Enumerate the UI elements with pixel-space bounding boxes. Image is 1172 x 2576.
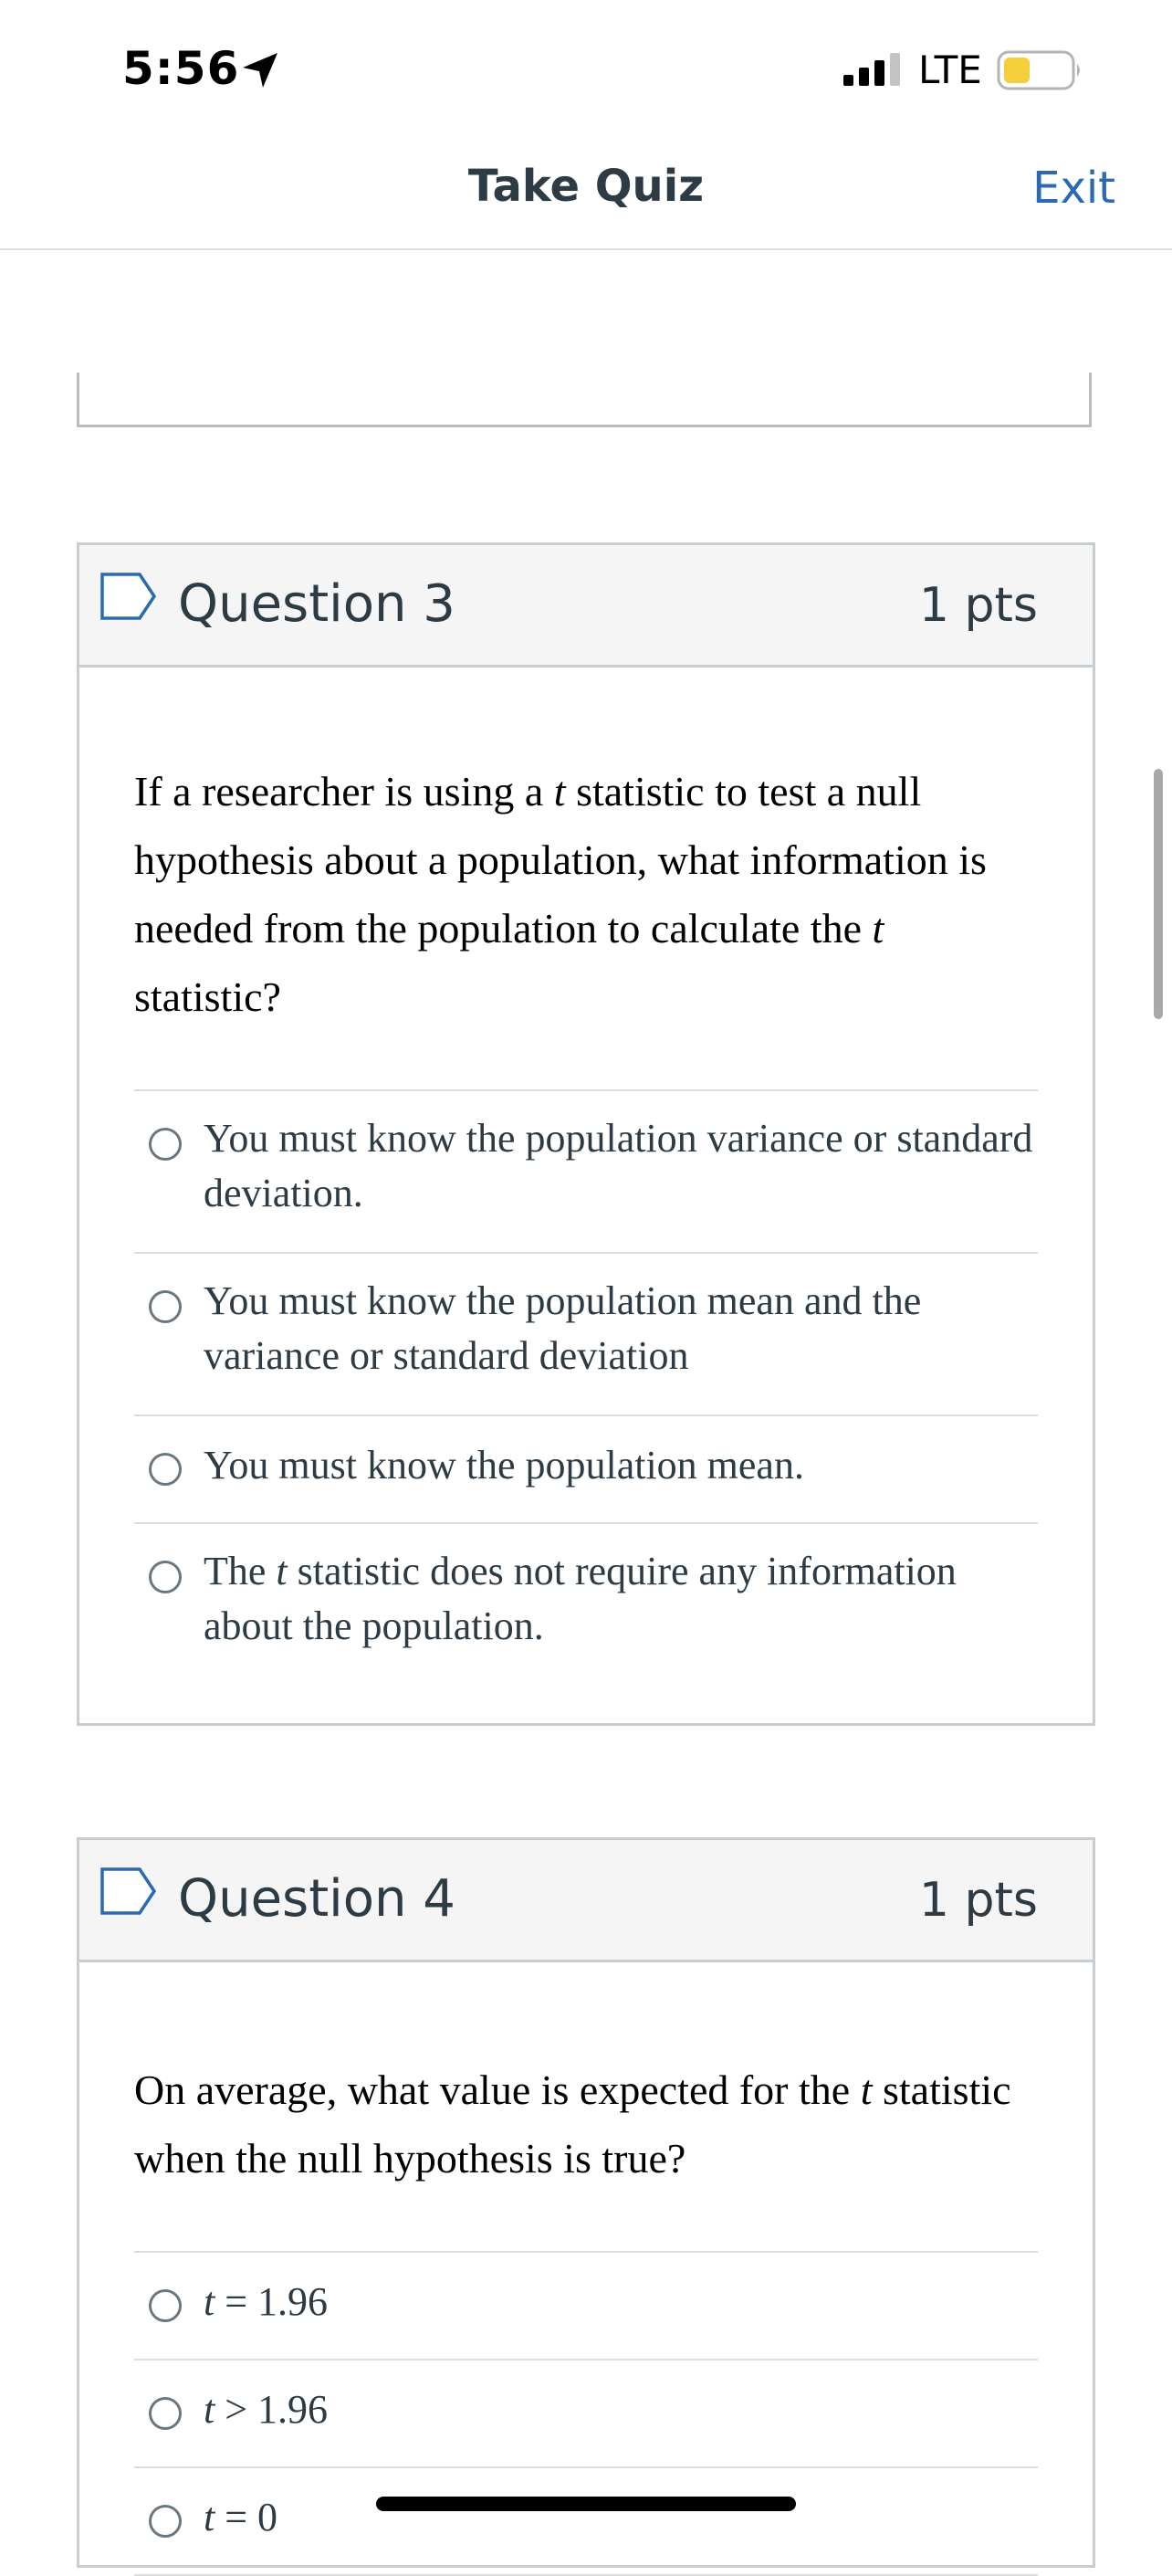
answer-label: You must know the population mean. (204, 1443, 804, 1488)
answer-list (134, 1089, 1038, 1685)
signal-icon (842, 51, 904, 88)
answer-option[interactable] (134, 2253, 1038, 2360)
answer-option[interactable] (134, 2468, 1038, 2576)
answer-option[interactable] (134, 1254, 1038, 1416)
question-title: Question 3 (178, 574, 455, 634)
answer-option[interactable] (134, 1416, 1038, 1524)
radio-icon[interactable] (149, 2505, 182, 2538)
question-card (77, 542, 1095, 1726)
radio-icon[interactable] (149, 1290, 182, 1323)
scrollbar[interactable] (1154, 769, 1163, 1019)
question-body (79, 1962, 1093, 2576)
radio-icon[interactable] (149, 2397, 182, 2430)
question-header (79, 545, 1093, 668)
answer-label: t = 1.96 (204, 2279, 329, 2324)
answer-label: You must know the population variance or standard deviation. (204, 1116, 1033, 1215)
exit-button[interactable]: Exit (1032, 163, 1115, 214)
question-body (79, 668, 1093, 1685)
question-header (79, 1840, 1093, 1962)
answer-option[interactable] (134, 2360, 1038, 2468)
radio-icon[interactable] (149, 1561, 182, 1593)
network-type: LTE (918, 47, 982, 92)
home-indicator[interactable] (376, 2497, 796, 2511)
answer-option[interactable] (134, 1524, 1038, 1685)
answer-label: The t statistic does not require any information about the population. (204, 1549, 957, 1648)
radio-icon[interactable] (149, 1453, 182, 1486)
answer-option[interactable] (134, 1091, 1038, 1254)
status-time: 5:56 (122, 42, 240, 95)
answer-label: t = 0 (204, 2495, 278, 2539)
question-text: On average, what value is expected for the t statistic when the null hypothesis is true? (134, 2066, 1011, 2182)
previous-question-card (77, 373, 1092, 427)
status-bar (0, 0, 1172, 137)
battery-icon (997, 49, 1084, 91)
question-title: Question 4 (178, 1869, 455, 1929)
question-points: 1 pts (918, 578, 1038, 633)
page-title: Take Quiz (467, 161, 705, 212)
answer-label: You must know the population mean and the variance or standard deviation (204, 1278, 922, 1378)
nav-bar (0, 137, 1172, 250)
flag-icon[interactable] (99, 1866, 158, 1917)
answer-label: t > 1.96 (204, 2387, 329, 2432)
question-points: 1 pts (918, 1873, 1038, 1928)
radio-icon[interactable] (149, 1128, 182, 1161)
question-card (77, 1837, 1095, 2568)
radio-icon[interactable] (149, 2289, 182, 2322)
answer-list (134, 2251, 1038, 2576)
flag-icon[interactable] (99, 571, 158, 622)
question-text: If a researcher is using a t statistic to test a null hypothesis about a population, what information is needed from the population to calculate the t statistic? (134, 768, 987, 1020)
location-arrow-icon (237, 47, 283, 93)
